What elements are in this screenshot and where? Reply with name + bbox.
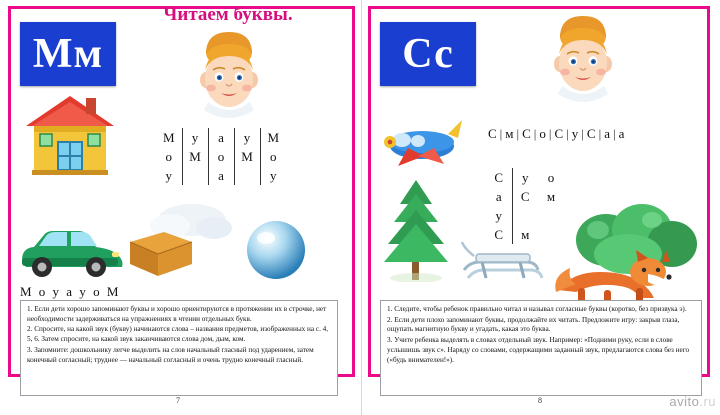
grid-cell: у	[260, 166, 286, 185]
grid-cell: у	[165, 168, 172, 183]
table-row	[486, 206, 564, 225]
grid-cell: а	[495, 189, 502, 204]
grid-cell: о	[260, 147, 286, 166]
grid-cell: С	[512, 187, 538, 206]
table-row	[486, 168, 564, 187]
table-row	[156, 128, 286, 147]
instructions-box-right	[380, 300, 702, 396]
grid-cell: м	[512, 225, 538, 244]
table-row	[486, 225, 564, 244]
watermark-text: avito	[669, 394, 700, 409]
grid-cell: м	[546, 189, 556, 204]
baby-face-illustration	[540, 14, 626, 114]
table-row	[156, 147, 286, 166]
airplane-illustration	[378, 112, 464, 174]
baby-face-illustration	[186, 30, 272, 130]
grid-cell	[512, 206, 538, 225]
cell-divider: |	[581, 126, 585, 141]
grid-cell	[182, 166, 208, 185]
cell-divider: |	[598, 126, 603, 141]
box-with-smoke-illustration	[122, 198, 242, 280]
letter-cell: у	[571, 126, 580, 141]
instruction-item: 2. Если дети плохо запоминают буквы, продолжайте их читать. Предложите игру: закрыв глаза, ощупать магнитную букву и угадать, какая это буква.	[387, 315, 680, 334]
watermark-suffix: .ru	[699, 394, 716, 409]
letter-heading-m: Мм	[20, 22, 116, 86]
right-page	[362, 0, 720, 415]
letter-grid-table	[156, 128, 286, 185]
grid-cell: у	[512, 168, 538, 187]
grid-cell: о	[547, 170, 555, 185]
grid-cell: М	[162, 130, 175, 145]
grid-cell: М	[182, 147, 208, 166]
letter-grid-left	[156, 128, 286, 185]
instruction-item: 2. Спросите, на какой звук (букву) начинаются слова – названия предметов, изображенных на с. 4, 5, 6. Затем спросите, на какой звук заканчиваются слова дом, дым, ком.	[27, 325, 329, 344]
letter-cell: С	[586, 126, 597, 141]
letter-cell: м	[505, 126, 515, 141]
cell-divider: |	[548, 126, 553, 141]
car-illustration	[16, 218, 124, 278]
table-row	[486, 187, 564, 206]
cell-divider: |	[516, 126, 521, 141]
grid-cell: С	[494, 170, 504, 185]
avito-watermark	[669, 394, 716, 409]
fox-illustration	[552, 250, 682, 306]
instructions-box-left	[20, 300, 338, 396]
letter-cell: а	[618, 126, 626, 141]
bottom-letter-row-left: М о у а у о М	[20, 284, 121, 299]
pine-tree-illustration	[376, 178, 456, 282]
letter-cell: С	[554, 126, 565, 141]
letter-grid-right	[486, 168, 564, 244]
instruction-item: 1. Если дети хорошо запоминают буквы и хорошо ориентируются в протяжении их в строчке, нет необходимости задерживаться на упражнениях в чтении отдельных букв.	[27, 305, 327, 323]
cell-divider: |	[566, 126, 570, 141]
page-number-left: 7	[176, 396, 180, 405]
top-letter-row-right	[488, 126, 625, 142]
grid-cell: о	[165, 149, 172, 164]
house-illustration	[22, 92, 118, 178]
letter-cell: о	[539, 126, 547, 141]
letter-heading-s: Сс	[380, 22, 476, 86]
grid-cell: у	[182, 128, 208, 147]
instruction-item: 1. Следите, чтобы ребенок правильно читал и называл согласные буквы (коротко, без призвука э).	[387, 305, 687, 313]
letter-cell: С	[488, 126, 498, 141]
grid-cell: а	[208, 166, 234, 185]
grid-cell: М	[234, 147, 260, 166]
grid-cell: М	[260, 128, 286, 147]
instruction-item: 3. Учите ребенка выделять в словах отдельный звук. Например: «Подними руку, если в слове услышишь звук с». Наряду со словами, содержащими заданный звук, предлагаются слова без него («будь внимателен!»).	[387, 336, 690, 364]
grid-cell	[234, 166, 260, 185]
grid-cell	[538, 206, 564, 225]
table-row	[156, 166, 286, 185]
page-number-right: 8	[538, 396, 542, 405]
grid-cell: С	[494, 227, 504, 242]
letter-cell: а	[604, 126, 611, 141]
grid-cell	[538, 225, 564, 244]
ball-illustration	[244, 218, 308, 282]
cell-divider: |	[612, 126, 617, 141]
page-title: Читаем буквы.	[163, 4, 293, 25]
letter-grid-table	[486, 168, 564, 244]
cell-divider: |	[533, 126, 538, 141]
instruction-item: 3. Запомните: дошкольнику легче выделить на слов начальный гласный под ударением, затем конечный согласный; труднее — начальный согласный и очень трудно конечный гласный.	[27, 345, 314, 364]
grid-cell: у	[234, 128, 260, 147]
grid-cell: у	[495, 208, 502, 223]
grid-cell: а	[208, 128, 234, 147]
grid-cell: о	[208, 147, 234, 166]
letter-cell: С	[522, 126, 532, 141]
cell-divider: |	[499, 126, 504, 141]
